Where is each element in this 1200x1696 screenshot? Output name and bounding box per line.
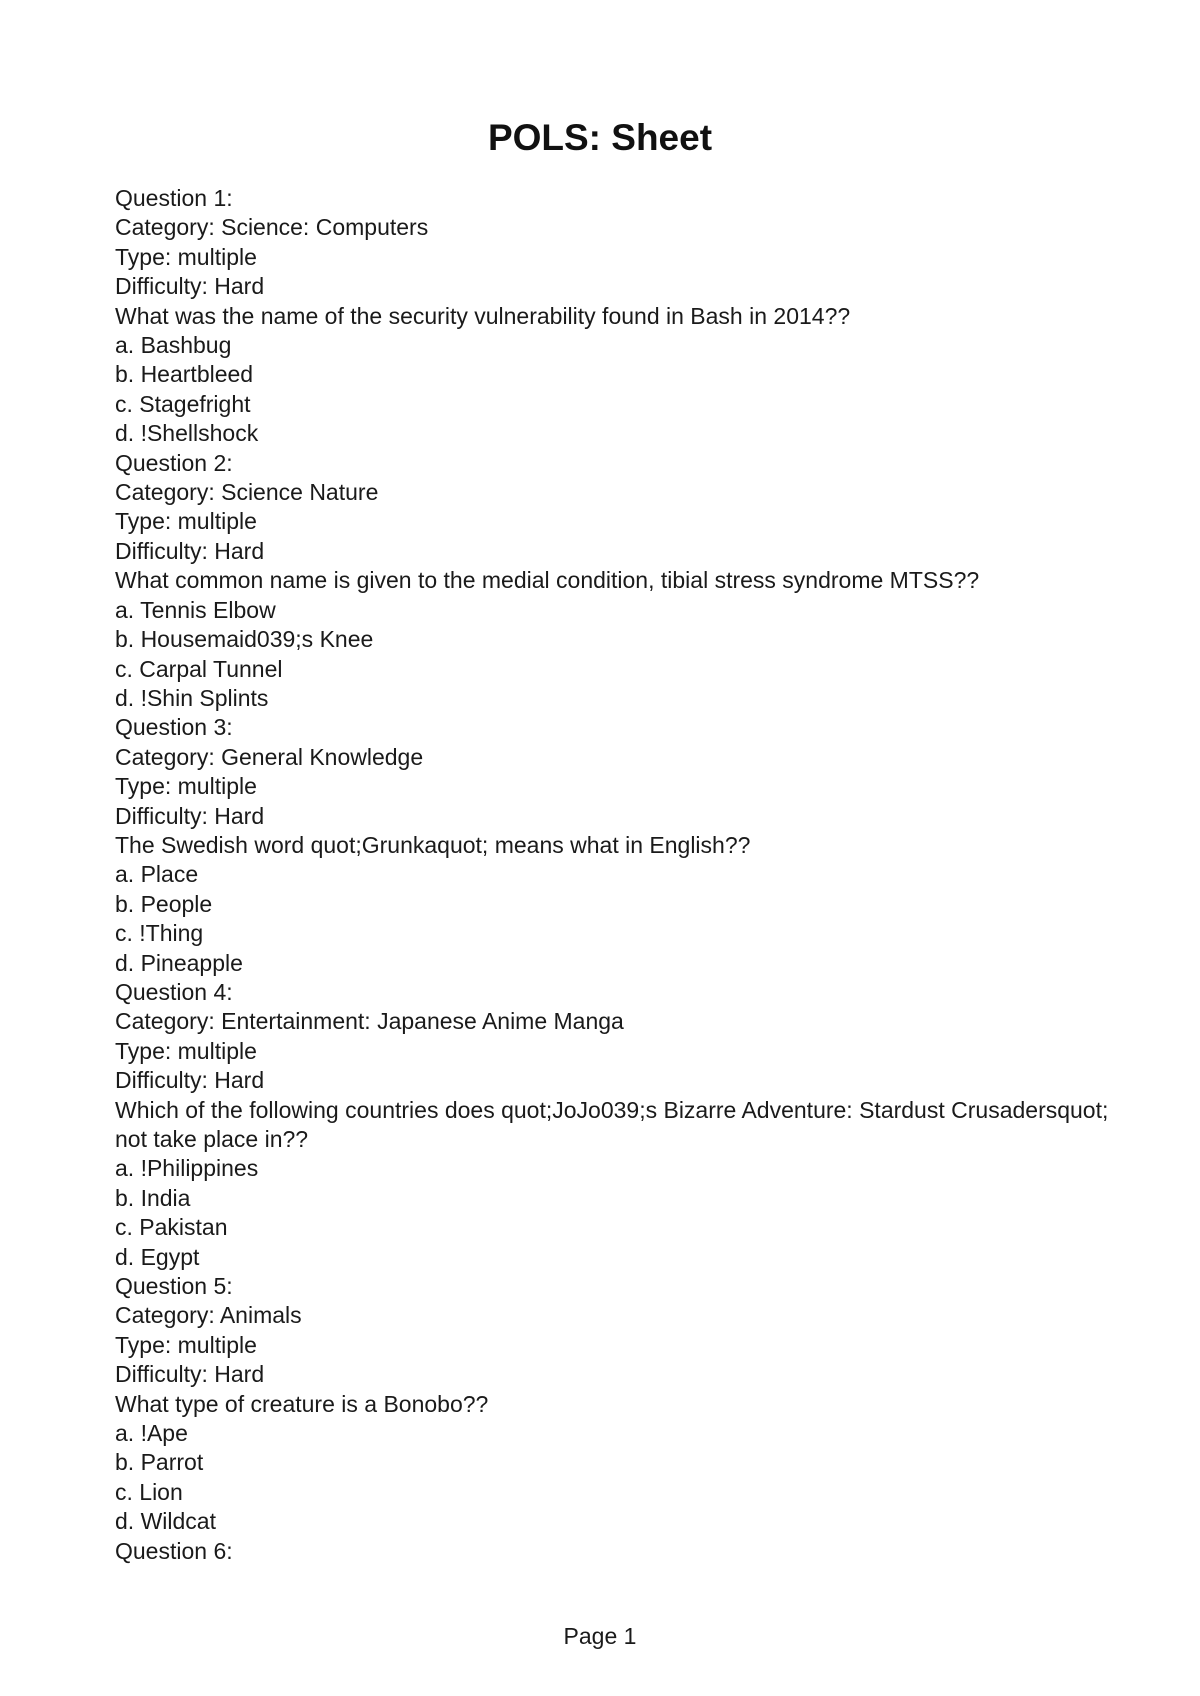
question-heading: Question 2: [115,449,233,476]
question-text: What type of creature is a Bonobo?? [115,1390,489,1417]
question-difficulty: Difficulty: Hard [115,802,265,829]
question-text: What was the name of the security vulnerability found in Bash in 2014?? [115,302,851,329]
question-heading: Question 4: [115,978,233,1005]
answer-option: c. !Thing [115,920,204,947]
question-heading: Question 5: [115,1273,233,1300]
answer-option: a. !Philippines [115,1155,259,1182]
question-block [115,449,1115,714]
question-list [115,184,1115,1566]
question-category: Category: Science Nature [115,479,379,506]
answer-option: b. People [115,890,213,917]
question-text: What common name is given to the medial condition, tibial stress syndrome MTSS?? [115,567,980,594]
question-type: Type: multiple [115,243,257,270]
answer-option: c. Lion [115,1478,183,1505]
answer-option: d. Wildcat [115,1508,216,1535]
question-block [115,184,1115,449]
answer-option: c. Carpal Tunnel [115,655,283,682]
question-category: Category: Entertainment: Japanese Anime Manga [115,1008,624,1035]
question-type: Type: multiple [115,1331,257,1358]
page-number: Page 1 [563,1623,637,1649]
question-block [115,713,1115,978]
answer-option: a. Tennis Elbow [115,596,276,623]
question-difficulty: Difficulty: Hard [115,1067,265,1094]
answer-option: d. Pineapple [115,949,243,976]
question-type: Type: multiple [115,773,257,800]
answer-option: d. !Shin Splints [115,684,269,711]
question-category: Category: Science: Computers [115,214,429,241]
question-text: The Swedish word quot;Grunkaquot; means what in English?? [115,831,751,858]
question-block [115,1272,1115,1537]
answer-option: c. Pakistan [115,1214,228,1241]
answer-option: b. Housemaid039;s Knee [115,626,374,653]
question-category: Category: General Knowledge [115,743,424,770]
answer-option: b. Parrot [115,1449,204,1476]
page-title: POLS: Sheet [487,117,713,158]
question-heading: Question 1: [115,185,233,211]
question-category: Category: Animals [115,1302,302,1329]
answer-option: c. Stagefright [115,390,251,417]
answer-option: b. India [115,1184,191,1211]
question-difficulty: Difficulty: Hard [115,273,265,300]
question-block [115,1537,1115,1566]
answer-option: d. Egypt [115,1243,200,1270]
question-type: Type: multiple [115,508,257,535]
question-heading: Question 3: [115,714,233,741]
answer-option: a. Place [115,861,199,888]
answer-option: d. !Shellshock [115,420,259,447]
question-type: Type: multiple [115,1037,257,1064]
question-difficulty: Difficulty: Hard [115,1361,265,1388]
answer-option: b. Heartbleed [115,361,254,388]
question-difficulty: Difficulty: Hard [115,537,265,564]
question-block [115,978,1115,1272]
answer-option: a. Bashbug [115,332,232,359]
answer-option: a. !Ape [115,1420,188,1447]
question-text: Which of the following countries does quot;JoJo039;s Bizarre Adventure: Stardust Crusadersquot; not take place in?? [115,1096,1109,1152]
question-heading: Question 6: [115,1537,233,1564]
